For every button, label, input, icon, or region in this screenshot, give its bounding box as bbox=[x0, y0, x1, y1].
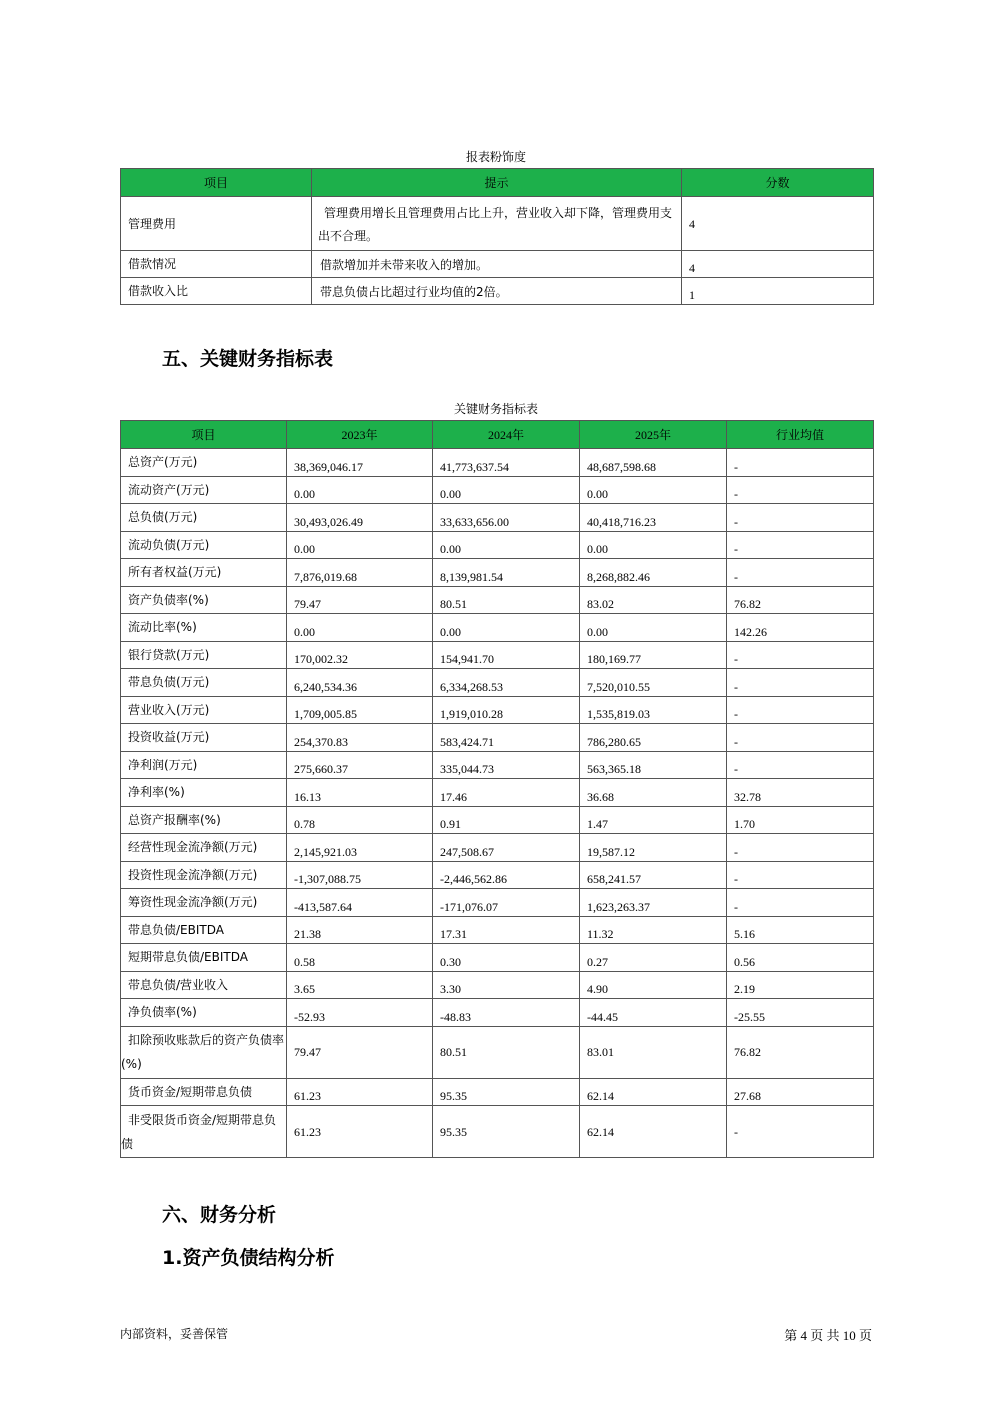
header-cell: 2024年 bbox=[433, 421, 580, 449]
metric-value: 38,369,046.17 bbox=[287, 449, 433, 477]
hint-cell: 管理费用增长且管理费用占比上升，营业收入却下降，管理费用支出不合理。 bbox=[312, 197, 682, 251]
metric-label: 货币资金/短期带息负债 bbox=[121, 1078, 287, 1106]
header-cell: 2025年 bbox=[580, 421, 727, 449]
metric-value: - bbox=[727, 641, 874, 669]
metric-value: 0.91 bbox=[433, 806, 580, 834]
metric-value: - bbox=[727, 724, 874, 752]
metric-value: - bbox=[727, 559, 874, 587]
metric-value: 79.47 bbox=[287, 1026, 433, 1078]
metric-value: 61.23 bbox=[287, 1078, 433, 1106]
metric-label: 总资产(万元) bbox=[121, 449, 287, 477]
metric-label: 带息负债/营业收入 bbox=[121, 971, 287, 999]
metric-value: 5.16 bbox=[727, 916, 874, 944]
metric-value: 36.68 bbox=[580, 779, 727, 807]
metric-value: 19,587.12 bbox=[580, 834, 727, 862]
metric-value: 41,773,637.54 bbox=[433, 449, 580, 477]
table-row bbox=[121, 999, 874, 1027]
metric-value: -52.93 bbox=[287, 999, 433, 1027]
metric-value: 0.00 bbox=[433, 531, 580, 559]
header-cell: 行业均值 bbox=[727, 421, 874, 449]
metric-value: 2.19 bbox=[727, 971, 874, 999]
metric-value: 1,535,819.03 bbox=[580, 696, 727, 724]
metric-value: 62.14 bbox=[580, 1106, 727, 1158]
metric-label: 净利润(万元) bbox=[121, 751, 287, 779]
metric-value: 83.02 bbox=[580, 586, 727, 614]
metric-value: 80.51 bbox=[433, 1026, 580, 1078]
metric-label: 净负债率(%) bbox=[121, 999, 287, 1027]
metric-value: - bbox=[727, 861, 874, 889]
table-row bbox=[121, 861, 874, 889]
metric-label: 营业收入(万元) bbox=[121, 696, 287, 724]
metric-value: - bbox=[727, 449, 874, 477]
metric-label: 短期带息负债/EBITDA bbox=[121, 944, 287, 972]
metric-label: 经营性现金流净额(万元) bbox=[121, 834, 287, 862]
metric-value: 83.01 bbox=[580, 1026, 727, 1078]
metric-value: 95.35 bbox=[433, 1078, 580, 1106]
metric-value: 62.14 bbox=[580, 1078, 727, 1106]
table1-caption: 报表粉饰度 bbox=[465, 150, 526, 164]
metric-value: 1.47 bbox=[580, 806, 727, 834]
metric-label: 流动比率(%) bbox=[121, 614, 287, 642]
metric-value: 8,268,882.46 bbox=[580, 559, 727, 587]
hint-cell: 借款增加并未带来收入的增加。 bbox=[312, 251, 682, 278]
table-row bbox=[121, 1106, 874, 1158]
metric-value: 76.82 bbox=[727, 1026, 874, 1078]
metric-value: 0.27 bbox=[580, 944, 727, 972]
metric-label: 银行贷款(万元) bbox=[121, 641, 287, 669]
score-cell: 4 bbox=[682, 251, 874, 278]
metric-value: -1,307,088.75 bbox=[287, 861, 433, 889]
item-cell: 借款收入比 bbox=[121, 278, 312, 305]
metric-value: - bbox=[727, 476, 874, 504]
metric-label: 投资收益(万元) bbox=[121, 724, 287, 752]
metric-value: 1,623,263.37 bbox=[580, 889, 727, 917]
metric-value: 786,280.65 bbox=[580, 724, 727, 752]
header-cell: 2023年 bbox=[287, 421, 433, 449]
metric-value: 0.00 bbox=[580, 531, 727, 559]
metric-value: 16.13 bbox=[287, 779, 433, 807]
metric-value: -44.45 bbox=[580, 999, 727, 1027]
hint-cell: 带息负债占比超过行业均值的2倍。 bbox=[312, 278, 682, 305]
metric-value: 3.30 bbox=[433, 971, 580, 999]
metric-value: 1.70 bbox=[727, 806, 874, 834]
header-cell: 项目 bbox=[121, 421, 287, 449]
metric-value: - bbox=[727, 889, 874, 917]
metric-value: 0.58 bbox=[287, 944, 433, 972]
table-row bbox=[121, 916, 874, 944]
kpi-table-header bbox=[121, 421, 874, 449]
metric-value: 658,241.57 bbox=[580, 861, 727, 889]
table-row bbox=[121, 806, 874, 834]
metric-value: 0.00 bbox=[287, 614, 433, 642]
metric-label: 带息负债(万元) bbox=[121, 669, 287, 697]
table-row bbox=[121, 751, 874, 779]
metric-value: 33,633,656.00 bbox=[433, 504, 580, 532]
metric-value: 32.78 bbox=[727, 779, 874, 807]
metric-value: 6,334,268.53 bbox=[433, 669, 580, 697]
metric-label: 流动负债(万元) bbox=[121, 531, 287, 559]
metric-value: 0.56 bbox=[727, 944, 874, 972]
metric-value: 0.00 bbox=[433, 614, 580, 642]
metric-value: 61.23 bbox=[287, 1106, 433, 1158]
item-cell: 管理费用 bbox=[121, 197, 312, 251]
table-row bbox=[121, 531, 874, 559]
metric-label: 总资产报酬率(%) bbox=[121, 806, 287, 834]
metric-value: 254,370.83 bbox=[287, 724, 433, 752]
metric-value: 21.38 bbox=[287, 916, 433, 944]
metric-label: 所有者权益(万元) bbox=[121, 559, 287, 587]
metric-value: 3.65 bbox=[287, 971, 433, 999]
footer-note: 内部资料，妥善保管 bbox=[120, 1327, 229, 1341]
metric-value: -171,076.07 bbox=[433, 889, 580, 917]
table-row bbox=[121, 971, 874, 999]
metric-value: - bbox=[727, 751, 874, 779]
metric-value: 11.32 bbox=[580, 916, 727, 944]
metric-value: 180,169.77 bbox=[580, 641, 727, 669]
section-title: 六、财务分析 bbox=[162, 1204, 277, 1226]
section-title: 五、关键财务指标表 bbox=[162, 348, 334, 370]
metric-value: 0.00 bbox=[433, 476, 580, 504]
metric-value: 275,660.37 bbox=[287, 751, 433, 779]
metric-value: -48.83 bbox=[433, 999, 580, 1027]
metric-value: 0.00 bbox=[580, 476, 727, 504]
metric-label: 非受限货币资金/短期带息负债 bbox=[121, 1106, 287, 1158]
table2-caption: 关键财务指标表 bbox=[453, 402, 538, 416]
metric-label: 带息负债/EBITDA bbox=[121, 916, 287, 944]
table-row bbox=[121, 614, 874, 642]
table-row bbox=[121, 1026, 874, 1078]
metric-value: 7,520,010.55 bbox=[580, 669, 727, 697]
metric-value: 247,508.67 bbox=[433, 834, 580, 862]
metric-value: - bbox=[727, 696, 874, 724]
table-row bbox=[121, 889, 874, 917]
metric-value: 583,424.71 bbox=[433, 724, 580, 752]
header-cell: 项目 bbox=[121, 169, 312, 197]
metric-value: 6,240,534.36 bbox=[287, 669, 433, 697]
metric-value: 76.82 bbox=[727, 586, 874, 614]
page-number: 第 4 页 共 10 页 bbox=[784, 1328, 872, 1343]
table-row bbox=[121, 559, 874, 587]
metric-value: 170,002.32 bbox=[287, 641, 433, 669]
metric-value: 142.26 bbox=[727, 614, 874, 642]
metric-value: 27.68 bbox=[727, 1078, 874, 1106]
table-row bbox=[121, 641, 874, 669]
table-row bbox=[121, 669, 874, 697]
score-table-header bbox=[121, 169, 874, 197]
metric-value: - bbox=[727, 531, 874, 559]
table-row bbox=[121, 197, 874, 251]
subsection-title: 1.资产负债结构分析 bbox=[162, 1247, 335, 1269]
score-table bbox=[120, 168, 874, 305]
metric-value: - bbox=[727, 504, 874, 532]
metric-label: 扣除预收账款后的资产负债率(%) bbox=[121, 1026, 287, 1078]
table-row bbox=[121, 476, 874, 504]
metric-value: -25.55 bbox=[727, 999, 874, 1027]
metric-value: 8,139,981.54 bbox=[433, 559, 580, 587]
metric-value: - bbox=[727, 669, 874, 697]
metric-value: - bbox=[727, 1106, 874, 1158]
metric-value: 335,044.73 bbox=[433, 751, 580, 779]
metric-value: 40,418,716.23 bbox=[580, 504, 727, 532]
metric-value: 0.30 bbox=[433, 944, 580, 972]
metric-label: 筹资性现金流净额(万元) bbox=[121, 889, 287, 917]
metric-value: 0.78 bbox=[287, 806, 433, 834]
header-cell: 提示 bbox=[312, 169, 682, 197]
metric-value: 563,365.18 bbox=[580, 751, 727, 779]
metric-value: 17.31 bbox=[433, 916, 580, 944]
table-row bbox=[121, 504, 874, 532]
metric-value: 79.47 bbox=[287, 586, 433, 614]
table-row bbox=[121, 278, 874, 305]
metric-value: 4.90 bbox=[580, 971, 727, 999]
metric-value: 30,493,026.49 bbox=[287, 504, 433, 532]
kpi-table bbox=[120, 420, 874, 1158]
metric-value: 0.00 bbox=[287, 531, 433, 559]
metric-label: 投资性现金流净额(万元) bbox=[121, 861, 287, 889]
metric-label: 净利率(%) bbox=[121, 779, 287, 807]
table-row bbox=[121, 696, 874, 724]
metric-value: 48,687,598.68 bbox=[580, 449, 727, 477]
table-row bbox=[121, 779, 874, 807]
table-row bbox=[121, 944, 874, 972]
metric-value: 1,919,010.28 bbox=[433, 696, 580, 724]
metric-value: 2,145,921.03 bbox=[287, 834, 433, 862]
metric-label: 资产负债率(%) bbox=[121, 586, 287, 614]
metric-value: -2,446,562.86 bbox=[433, 861, 580, 889]
score-cell: 4 bbox=[682, 197, 874, 251]
metric-value: 1,709,005.85 bbox=[287, 696, 433, 724]
table-row bbox=[121, 834, 874, 862]
table-row bbox=[121, 1078, 874, 1106]
metric-label: 流动资产(万元) bbox=[121, 476, 287, 504]
score-cell: 1 bbox=[682, 278, 874, 305]
metric-value: 95.35 bbox=[433, 1106, 580, 1158]
metric-value: 80.51 bbox=[433, 586, 580, 614]
metric-label: 总负债(万元) bbox=[121, 504, 287, 532]
metric-value: -413,587.64 bbox=[287, 889, 433, 917]
table-row bbox=[121, 251, 874, 278]
table-row bbox=[121, 449, 874, 477]
header-cell: 分数 bbox=[682, 169, 874, 197]
metric-value: 7,876,019.68 bbox=[287, 559, 433, 587]
metric-value: 0.00 bbox=[580, 614, 727, 642]
metric-value: - bbox=[727, 834, 874, 862]
table-row bbox=[121, 586, 874, 614]
metric-value: 17.46 bbox=[433, 779, 580, 807]
metric-value: 154,941.70 bbox=[433, 641, 580, 669]
metric-value: 0.00 bbox=[287, 476, 433, 504]
table-row bbox=[121, 724, 874, 752]
item-cell: 借款情况 bbox=[121, 251, 312, 278]
